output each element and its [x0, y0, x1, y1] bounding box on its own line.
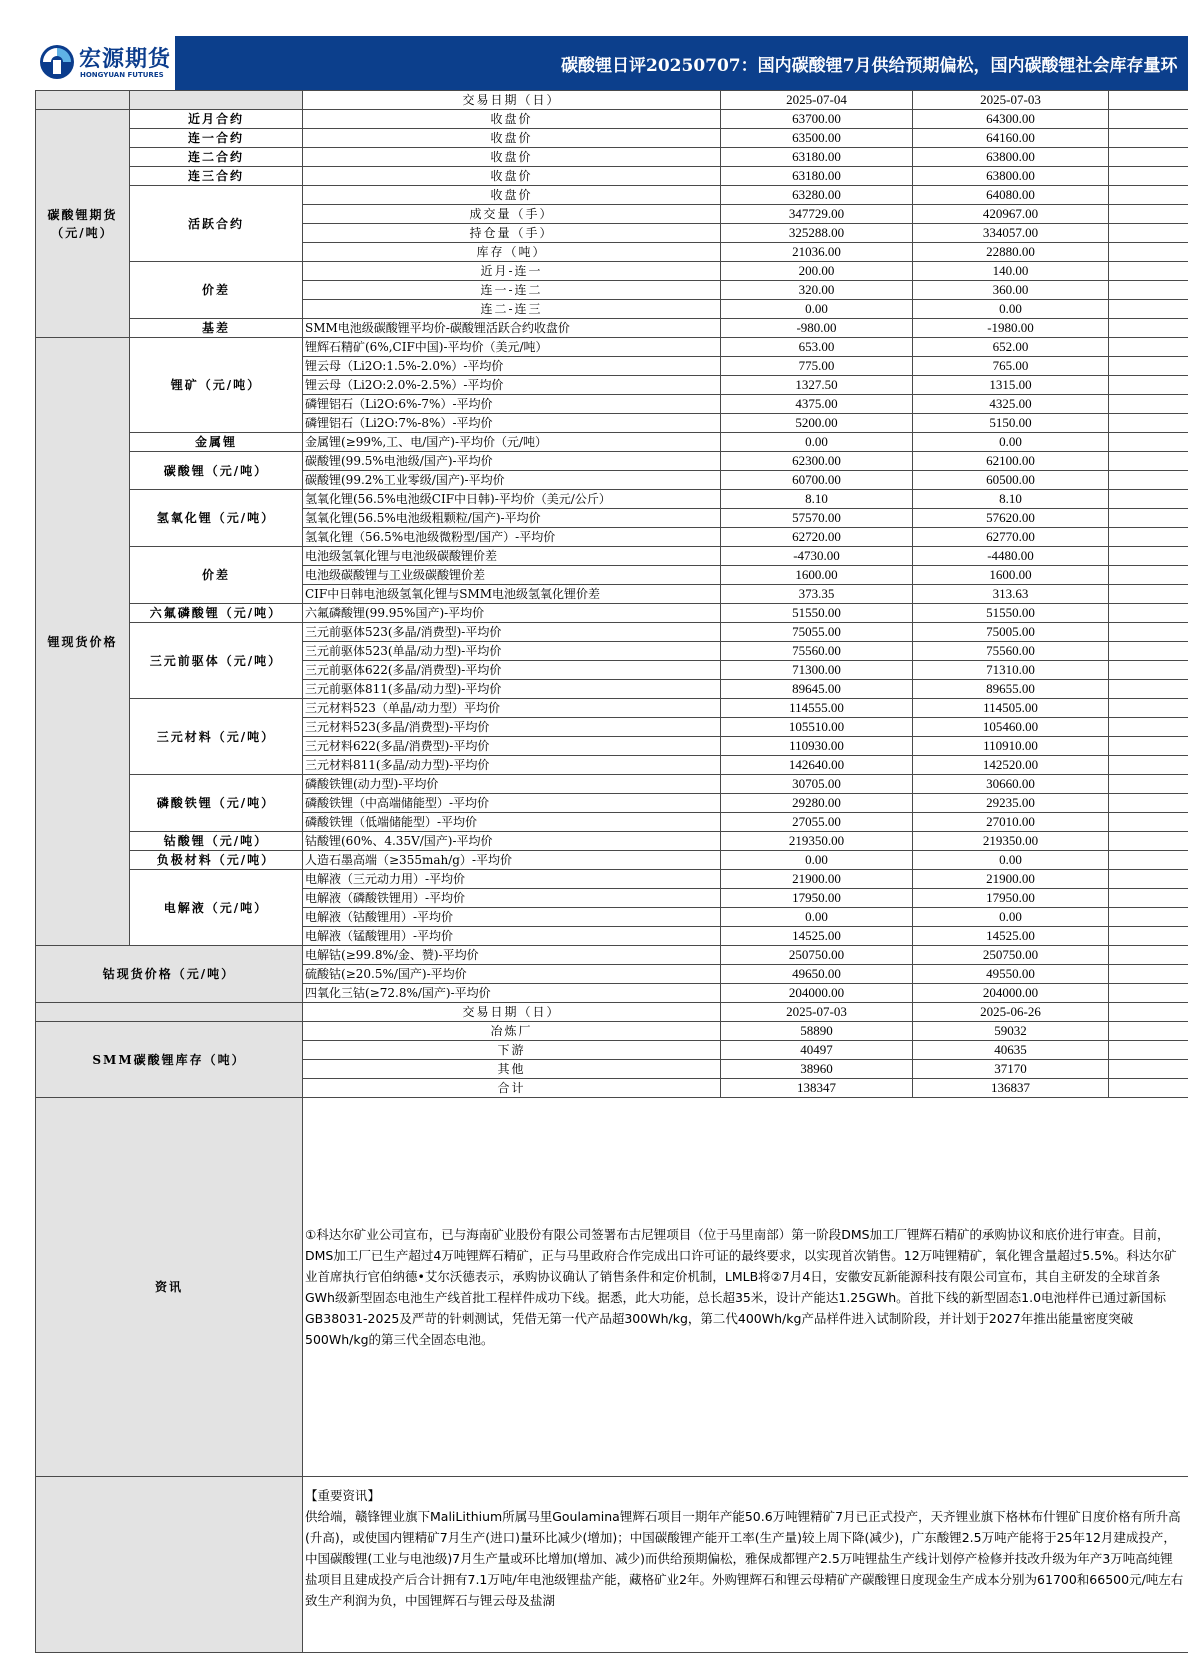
row-label: 电解液（锰酸锂用）-平均价 [303, 927, 721, 946]
row-label: 电解液（三元动力用）-平均价 [303, 870, 721, 889]
cell-value: -4480.00 [913, 547, 1109, 566]
cell-value: 0.00 [721, 908, 913, 927]
cell-value: 57570.00 [721, 509, 913, 528]
futures-section [36, 91, 1188, 338]
cell-value: 334057.00 [913, 224, 1109, 243]
column-header-row [36, 91, 1188, 110]
sub-label: 连一合约 [130, 129, 303, 148]
cell-value: 0.00 [721, 300, 913, 319]
important-news-text: 供给端，赣锋锂业旗下MaliLithium所属马里Goulamina锂辉石项目一期年产能50.6万吨锂精矿7月已正式投产，天齐锂业旗下格林布什锂矿日度价格有所升高(升高)，或使国内锂精矿7月生产(进口)量环比减少(增加)；中国碳酸锂产能开工率(生产量)较上周下降(减少)，广东酸锂2.5万吨产能将于25年12月建成投产，中国碳酸锂(工业与电池级)7月生产量或环比增加(增加、减少)而供给预期偏松，雅保成都锂产2.5万吨锂盐生产线计划停产检修并技改升级为年产3万吨高纯锂盐项目且建成投产后合计拥有7.1万吨/年电池级锂盐产能，藏格矿业2年。外购锂辉石和锂云母精矿产碳酸锂日度现金生产成本分别为61700和66500元/吨左右致生产利润为负，中国锂辉石与锂云母及盐湖 [305, 1509, 1184, 1608]
data-table-container [35, 90, 1188, 1653]
row-label: 近月-连一 [303, 262, 721, 281]
row-label: 碳酸锂(99.5%电池级/国产)-平均价 [303, 452, 721, 471]
row-label: 合计 [303, 1079, 721, 1098]
cell-value: 110930.00 [721, 737, 913, 756]
cell-value: 63180.00 [721, 148, 913, 167]
sub-label: 连三合约 [130, 167, 303, 186]
cell-value: 60500.00 [913, 471, 1109, 490]
inventory-header-label: 交易日期（日） [303, 1003, 721, 1022]
row-label: 连一-连二 [303, 281, 721, 300]
row-label: 库存（吨） [303, 243, 721, 262]
important-news-cell [303, 1477, 1188, 1653]
sub-label: 碳酸锂（元/吨） [130, 452, 303, 490]
row-label: 三元材料622(多晶/消费型)-平均价 [303, 737, 721, 756]
news-row [36, 1098, 1188, 1477]
cell-value: 142520.00 [913, 756, 1109, 775]
row-label: 电解液（钴酸锂用）-平均价 [303, 908, 721, 927]
lithium-data-table [35, 90, 1188, 1653]
company-logo [35, 36, 175, 90]
cell-value: 0.00 [913, 300, 1109, 319]
row-label: 三元前驱体622(多晶/消费型)-平均价 [303, 661, 721, 680]
row-label: 磷锂铝石（Li2O:6%-7%）-平均价 [303, 395, 721, 414]
table-row [36, 186, 1188, 205]
table-row [36, 262, 1188, 281]
sub-label: 磷酸铁锂（元/吨） [130, 775, 303, 832]
table-row [36, 167, 1188, 186]
table-row [36, 699, 1188, 718]
sub-label: 连二合约 [130, 148, 303, 167]
row-label: 氢氧化锂(56.5%电池级粗颗粒/国产)-平均价 [303, 509, 721, 528]
cell-value: 27010.00 [913, 813, 1109, 832]
cell-value: 63180.00 [721, 167, 913, 186]
cell-value: 21900.00 [721, 870, 913, 889]
inventory-header-row [36, 1003, 1188, 1022]
cell-value: 652.00 [913, 338, 1109, 357]
cell-value: 105460.00 [913, 718, 1109, 737]
cell-value: 38960 [721, 1060, 913, 1079]
cell-value: 0.00 [913, 908, 1109, 927]
news-label: 资讯 [36, 1098, 303, 1477]
table-row [36, 851, 1188, 870]
sub-label: 活跃合约 [130, 186, 303, 262]
cell-value: 29235.00 [913, 794, 1109, 813]
cell-value: 49550.00 [913, 965, 1109, 984]
row-label: 下游 [303, 1041, 721, 1060]
row-label: 氢氧化锂(56.5%电池级CIF中日韩)-平均价（美元/公斤） [303, 490, 721, 509]
row-label: SMM电池级碳酸锂平均价-碳酸锂活跃合约收盘价 [303, 319, 721, 338]
row-label: 收盘价 [303, 167, 721, 186]
row-label: 锂云母（Li2O:1.5%-2.0%）-平均价 [303, 357, 721, 376]
cell-value: 0.00 [721, 433, 913, 452]
row-label: 持仓量（手） [303, 224, 721, 243]
table-row [36, 832, 1188, 851]
cell-value: 59032 [913, 1022, 1109, 1041]
cell-value: 63500.00 [721, 129, 913, 148]
cell-value: 64160.00 [913, 129, 1109, 148]
table-row [36, 338, 1188, 357]
cell-value: 373.35 [721, 585, 913, 604]
column-header-date-1: 2025-07-04 [721, 91, 913, 110]
table-row [36, 148, 1188, 167]
spot-group-label: 锂现货价格 [36, 338, 130, 946]
table-row [36, 452, 1188, 471]
cell-value: 21036.00 [721, 243, 913, 262]
row-label: 电解钴(≥99.8%/金、赞)-平均价 [303, 946, 721, 965]
row-label: 磷锂铝石（Li2O:7%-8%）-平均价 [303, 414, 721, 433]
cell-value: 1315.00 [913, 376, 1109, 395]
sub-label: 基差 [130, 319, 303, 338]
column-header-label: 交易日期（日） [303, 91, 721, 110]
row-label: 金属锂(≥99%,工、电/国产)-平均价（元/吨） [303, 433, 721, 452]
row-label: 连二-连三 [303, 300, 721, 319]
cell-value: 30660.00 [913, 775, 1109, 794]
table-row [36, 775, 1188, 794]
cell-value: 71300.00 [721, 661, 913, 680]
cell-value: 89645.00 [721, 680, 913, 699]
cell-value: 62770.00 [913, 528, 1109, 547]
row-label: CIF中日韩电池级氢氧化锂与SMM电池级氢氧化锂价差 [303, 585, 721, 604]
cell-value: 75005.00 [913, 623, 1109, 642]
cell-value: -1980.00 [913, 319, 1109, 338]
important-news-title: 【重要资讯】 [305, 1488, 381, 1503]
inventory-header-date-1: 2025-07-03 [721, 1003, 913, 1022]
table-row [36, 547, 1188, 566]
row-label: 磷酸铁锂（低端储能型）-平均价 [303, 813, 721, 832]
cell-value: 22880.00 [913, 243, 1109, 262]
sub-label: 价差 [130, 547, 303, 604]
cell-value: 0.00 [721, 851, 913, 870]
cell-value: 420967.00 [913, 205, 1109, 224]
cobalt-section [36, 946, 1188, 1003]
important-news-row [36, 1477, 1188, 1653]
row-label: 锂辉石精矿(6%,CIF中国)-平均价（美元/吨） [303, 338, 721, 357]
row-label: 三元材料811(多晶/动力型)-平均价 [303, 756, 721, 775]
cell-value: 63280.00 [721, 186, 913, 205]
row-label: 三元前驱体523(多晶/消费型)-平均价 [303, 623, 721, 642]
cell-value: 62300.00 [721, 452, 913, 471]
cell-value: 0.00 [913, 851, 1109, 870]
sub-label: 钴酸锂（元/吨） [130, 832, 303, 851]
row-label: 其他 [303, 1060, 721, 1079]
cell-value: 765.00 [913, 357, 1109, 376]
cell-value: 17950.00 [913, 889, 1109, 908]
cell-value: 8.10 [721, 490, 913, 509]
cell-value: 110910.00 [913, 737, 1109, 756]
hongyuan-logo-icon [39, 44, 75, 80]
sub-label: 近月合约 [130, 110, 303, 129]
sub-label: 金属锂 [130, 433, 303, 452]
row-label: 收盘价 [303, 148, 721, 167]
table-row [36, 490, 1188, 509]
sub-label: 氢氧化锂（元/吨） [130, 490, 303, 547]
row-label: 钴酸锂(60%、4.35V/国产)-平均价 [303, 832, 721, 851]
cell-value: 71310.00 [913, 661, 1109, 680]
row-label: 人造石墨高端（≥355mah/g）-平均价 [303, 851, 721, 870]
cell-value: 142640.00 [721, 756, 913, 775]
cell-value: 653.00 [721, 338, 913, 357]
cell-value: 204000.00 [721, 984, 913, 1003]
cell-value: 219350.00 [721, 832, 913, 851]
cell-value: 40635 [913, 1041, 1109, 1060]
cell-value: 219350.00 [913, 832, 1109, 851]
cell-value: 0.00 [913, 433, 1109, 452]
row-label: 电解液（磷酸铁锂用）-平均价 [303, 889, 721, 908]
cell-value: 204000.00 [913, 984, 1109, 1003]
sub-label: 三元材料（元/吨） [130, 699, 303, 775]
cell-value: 58890 [721, 1022, 913, 1041]
row-label: 四氧化三钴(≥72.8%/国产)-平均价 [303, 984, 721, 1003]
table-row [36, 604, 1188, 623]
row-label: 冶炼厂 [303, 1022, 721, 1041]
news-cell [303, 1098, 1188, 1477]
sub-label: 负极材料（元/吨） [130, 851, 303, 870]
cell-value: 49650.00 [721, 965, 913, 984]
row-label: 碳酸锂(99.2%工业零级/国产)-平均价 [303, 471, 721, 490]
cell-value: 114555.00 [721, 699, 913, 718]
news-text: ①科达尔矿业公司宣布，已与海南矿业股份有限公司签署布古尼锂项目（位于马里南部）第一阶段DMS加工厂锂辉石精矿的承购协议和底价进行审查。目前，DMS加工厂已生产超过4万吨锂辉石精矿，正与马里政府合作完成出口许可证的最终要求，以实现首次销售。12万吨锂精矿，氧化锂含量超过5.5%。科达尔矿业首席执行官伯纳德•艾尔沃德表示，承购协议确认了销售条件和定价机制，LMLB将②7月4日，安徽安瓦新能源科技有限公司宣布，其自主研发的全球首条GWh级新型固态电池生产线首批工程样件成功下线。据悉，此大功能，总长超35米，设计产能达1.25GWh。首批下线的新型固态1.0电池样件已通过新国标GB38031-2025及严苛的针刺测试，凭借无第一代产品超300Wh/kg，第二代400Wh/kg产品样件进入试制阶段，并计划于2027年推出能量密度突破500Wh/kg的第三代全固态电池。 [305, 1227, 1177, 1347]
table-row [36, 433, 1188, 452]
cell-value: 63800.00 [913, 148, 1109, 167]
cell-value: 4375.00 [721, 395, 913, 414]
cell-value: 75560.00 [913, 642, 1109, 661]
cell-value: 51550.00 [721, 604, 913, 623]
row-label: 三元材料523（单晶/动力型）平均价 [303, 699, 721, 718]
inventory-header-date-2: 2025-06-26 [913, 1003, 1109, 1022]
row-label: 三元前驱体811(多晶/动力型)-平均价 [303, 680, 721, 699]
cell-value: 114505.00 [913, 699, 1109, 718]
cell-value: 21900.00 [913, 870, 1109, 889]
row-label: 成交量（手） [303, 205, 721, 224]
inventory-group-label: SMM碳酸锂库存（吨） [36, 1022, 303, 1098]
cell-value: 64080.00 [913, 186, 1109, 205]
cell-value: 75560.00 [721, 642, 913, 661]
cell-value: 63800.00 [913, 167, 1109, 186]
cell-value: 37170 [913, 1060, 1109, 1079]
cell-value: 51550.00 [913, 604, 1109, 623]
cell-value: 775.00 [721, 357, 913, 376]
cell-value: 27055.00 [721, 813, 913, 832]
cell-value: 89655.00 [913, 680, 1109, 699]
cell-value: 105510.00 [721, 718, 913, 737]
row-label: 收盘价 [303, 110, 721, 129]
cell-value: 1600.00 [913, 566, 1109, 585]
cell-value: 5150.00 [913, 414, 1109, 433]
cell-value: 40497 [721, 1041, 913, 1060]
sub-label: 价差 [130, 262, 303, 319]
futures-group-label: 碳酸锂期货（元/吨） [36, 110, 130, 338]
table-row [36, 1022, 1188, 1041]
cell-value: 250750.00 [913, 946, 1109, 965]
table-row [36, 623, 1188, 642]
column-header-date-2: 2025-07-03 [913, 91, 1109, 110]
sub-label: 电解液（元/吨） [130, 870, 303, 946]
cell-value: 313.63 [913, 585, 1109, 604]
cell-value: 5200.00 [721, 414, 913, 433]
report-title: 碳酸锂日评20250707：国内碳酸锂7月供给预期偏松，国内碳酸锂社会库存量环 [561, 56, 1178, 76]
sub-label: 六氟磷酸锂（元/吨） [130, 604, 303, 623]
row-label: 锂云母（Li2O:2.0%-2.5%）-平均价 [303, 376, 721, 395]
cell-value: 62100.00 [913, 452, 1109, 471]
row-label: 收盘价 [303, 129, 721, 148]
cell-value: 140.00 [913, 262, 1109, 281]
cell-value: 250750.00 [721, 946, 913, 965]
cell-value: 4325.00 [913, 395, 1109, 414]
row-label: 氢氧化锂（56.5%电池级微粉型/国产）-平均价 [303, 528, 721, 547]
table-row [36, 129, 1188, 148]
cell-value: 17950.00 [721, 889, 913, 908]
logo-text-cn: 宏源期货 [79, 47, 172, 72]
cell-value: 136837 [913, 1079, 1109, 1098]
row-label: 磷酸铁锂(动力型)-平均价 [303, 775, 721, 794]
cobalt-group-label: 钴现货价格（元/吨） [36, 946, 303, 1003]
cell-value: 360.00 [913, 281, 1109, 300]
row-label: 硫酸钴(≥20.5%/国产)-平均价 [303, 965, 721, 984]
cell-value: 60700.00 [721, 471, 913, 490]
cell-value: 200.00 [721, 262, 913, 281]
row-label: 六氟磷酸锂(99.95%国产)-平均价 [303, 604, 721, 623]
cell-value: 320.00 [721, 281, 913, 300]
logo-text-en: HONGYUAN FUTURES [80, 71, 164, 79]
cell-value: 62720.00 [721, 528, 913, 547]
cell-value: -980.00 [721, 319, 913, 338]
table-row [36, 110, 1188, 129]
report-header [35, 36, 1188, 90]
cell-value: 347729.00 [721, 205, 913, 224]
row-label: 三元前驱体523(单晶/动力型)-平均价 [303, 642, 721, 661]
cell-value: 30705.00 [721, 775, 913, 794]
sub-label: 锂矿（元/吨） [130, 338, 303, 433]
cell-value: 57620.00 [913, 509, 1109, 528]
cell-value: 14525.00 [721, 927, 913, 946]
row-label: 电池级氢氧化锂与电池级碳酸锂价差 [303, 547, 721, 566]
cell-value: 63700.00 [721, 110, 913, 129]
cell-value: 64300.00 [913, 110, 1109, 129]
table-row [36, 870, 1188, 889]
row-label: 磷酸铁锂（中高端储能型）-平均价 [303, 794, 721, 813]
row-label: 收盘价 [303, 186, 721, 205]
row-label: 电池级碳酸锂与工业级碳酸锂价差 [303, 566, 721, 585]
sub-label: 三元前驱体（元/吨） [130, 623, 303, 699]
inventory-section [36, 1003, 1188, 1098]
cell-value: 75055.00 [721, 623, 913, 642]
cell-value: 1600.00 [721, 566, 913, 585]
cell-value: -4730.00 [721, 547, 913, 566]
table-row [36, 946, 1188, 965]
cell-value: 8.10 [913, 490, 1109, 509]
title-bar [175, 36, 1188, 90]
cell-value: 29280.00 [721, 794, 913, 813]
cell-value: 1327.50 [721, 376, 913, 395]
row-label: 三元材料523(多晶/消费型)-平均价 [303, 718, 721, 737]
news-section [36, 1098, 1188, 1653]
spot-section [36, 338, 1188, 946]
table-row [36, 319, 1188, 338]
cell-value: 14525.00 [913, 927, 1109, 946]
cell-value: 138347 [721, 1079, 913, 1098]
cell-value: 325288.00 [721, 224, 913, 243]
